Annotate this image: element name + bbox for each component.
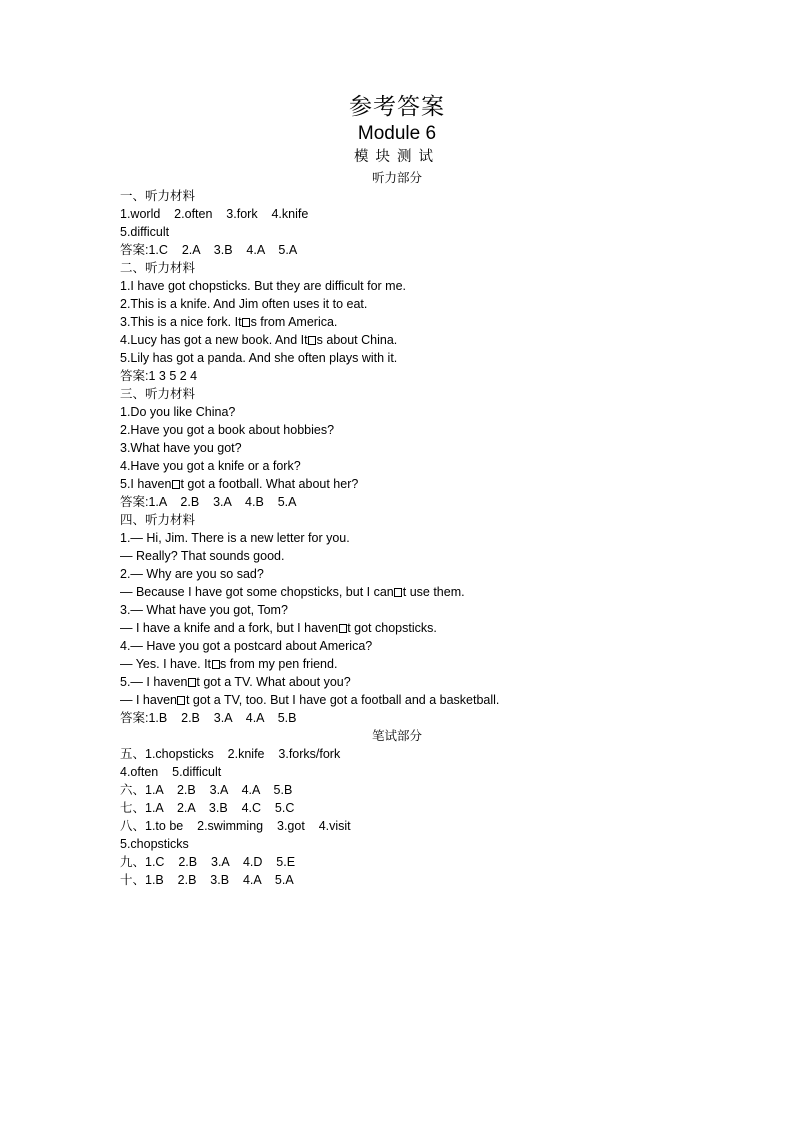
writing-section-heading: 笔试部分 (371, 728, 422, 743)
answer-line: 答案:1.B 2.B 3.A 4.A 5.B (120, 711, 297, 725)
answer-line: 四、听力材料 (120, 513, 196, 527)
answer-line: 5.difficult (120, 225, 170, 239)
answer-line: 2.— Why are you so sad? (120, 567, 264, 581)
answer-line: 答案:1.A 2.B 3.A 4.B 5.A (120, 495, 297, 509)
missing-glyph-box (172, 480, 180, 489)
answer-line: 4.often 5.difficult (120, 765, 222, 779)
answer-line: 一、听力材料 (120, 189, 196, 203)
answer-line: 1.— Hi, Jim. There is a new letter for you. (120, 531, 350, 545)
answer-line: 2.This is a knife. And Jim often uses it to eat. (120, 297, 368, 311)
answer-line: — Really? That sounds good. (120, 549, 285, 563)
answer-line: 4.Lucy has got a new book. And It s about China. (120, 333, 398, 347)
writing-answers (120, 745, 680, 889)
answer-line: 六、1.A 2.B 3.A 4.A 5.B (120, 783, 293, 797)
answer-line: 1.Do you like China? (120, 405, 236, 419)
missing-glyph-box (177, 696, 185, 705)
answer-line: 二、听力材料 (120, 261, 196, 275)
answer-line: 三、听力材料 (120, 387, 196, 401)
missing-glyph-box (188, 678, 196, 687)
answer-line: 1.I have got chopsticks. But they are difficult for me. (120, 279, 407, 293)
answer-line: 4.Have you got a knife or a fork? (120, 459, 301, 473)
answer-content (120, 187, 680, 889)
answer-line: 5.I haven t got a football. What about her? (120, 477, 359, 491)
answer-line: 八、1.to be 2.swimming 3.got 4.visit (120, 819, 351, 833)
listening-answers (120, 187, 680, 727)
answer-line: 3.What have you got? (120, 441, 242, 455)
answer-line: 2.Have you got a book about hobbies? (120, 423, 335, 437)
missing-glyph-box (308, 336, 316, 345)
answer-line: 5.— I haven t got a TV. What about you? (120, 675, 351, 689)
answer-line: 答案:1 3 5 2 4 (120, 369, 198, 383)
answer-line: 3.This is a nice fork. It s from America. (120, 315, 338, 329)
page-title: 参考答案 (349, 94, 445, 120)
answer-line: 五、1.chopsticks 2.knife 3.forks/fork (120, 747, 341, 761)
answer-line: — I have a knife and a fork, but I haven t got chopsticks. (120, 621, 437, 635)
answer-line: 七、1.A 2.A 3.B 4.C 5.C (120, 801, 295, 815)
missing-glyph-box (212, 660, 220, 669)
listening-section-heading: 听力部分 (371, 170, 422, 185)
answer-line: 5.chopsticks (120, 837, 189, 851)
missing-glyph-box (339, 624, 347, 633)
answer-line: 答案:1.C 2.A 3.B 4.A 5.A (120, 243, 298, 257)
answer-line: — Because I have got some chopsticks, but I can t use them. (120, 585, 465, 599)
missing-glyph-box (242, 318, 250, 327)
answer-line: 九、1.C 2.B 3.A 4.D 5.E (120, 855, 296, 869)
answer-line: 4.— Have you got a postcard about America? (120, 639, 373, 653)
answer-line: 1.world 2.often 3.fork 4.knife (120, 207, 309, 221)
answer-line: — Yes. I have. It s from my pen friend. (120, 657, 338, 671)
missing-glyph-box (394, 588, 402, 597)
answer-line: — I haven t got a TV, too. But I have got a football and a basketball. (120, 693, 500, 707)
test-subtitle: 模块测试 (354, 149, 440, 165)
answer-line: 5.Lily has got a panda. And she often plays with it. (120, 351, 398, 365)
answer-line: 十、1.B 2.B 3.B 4.A 5.A (120, 873, 294, 887)
module-heading: Module 6 (357, 123, 437, 144)
answer-line: 3.— What have you got, Tom? (120, 603, 288, 617)
